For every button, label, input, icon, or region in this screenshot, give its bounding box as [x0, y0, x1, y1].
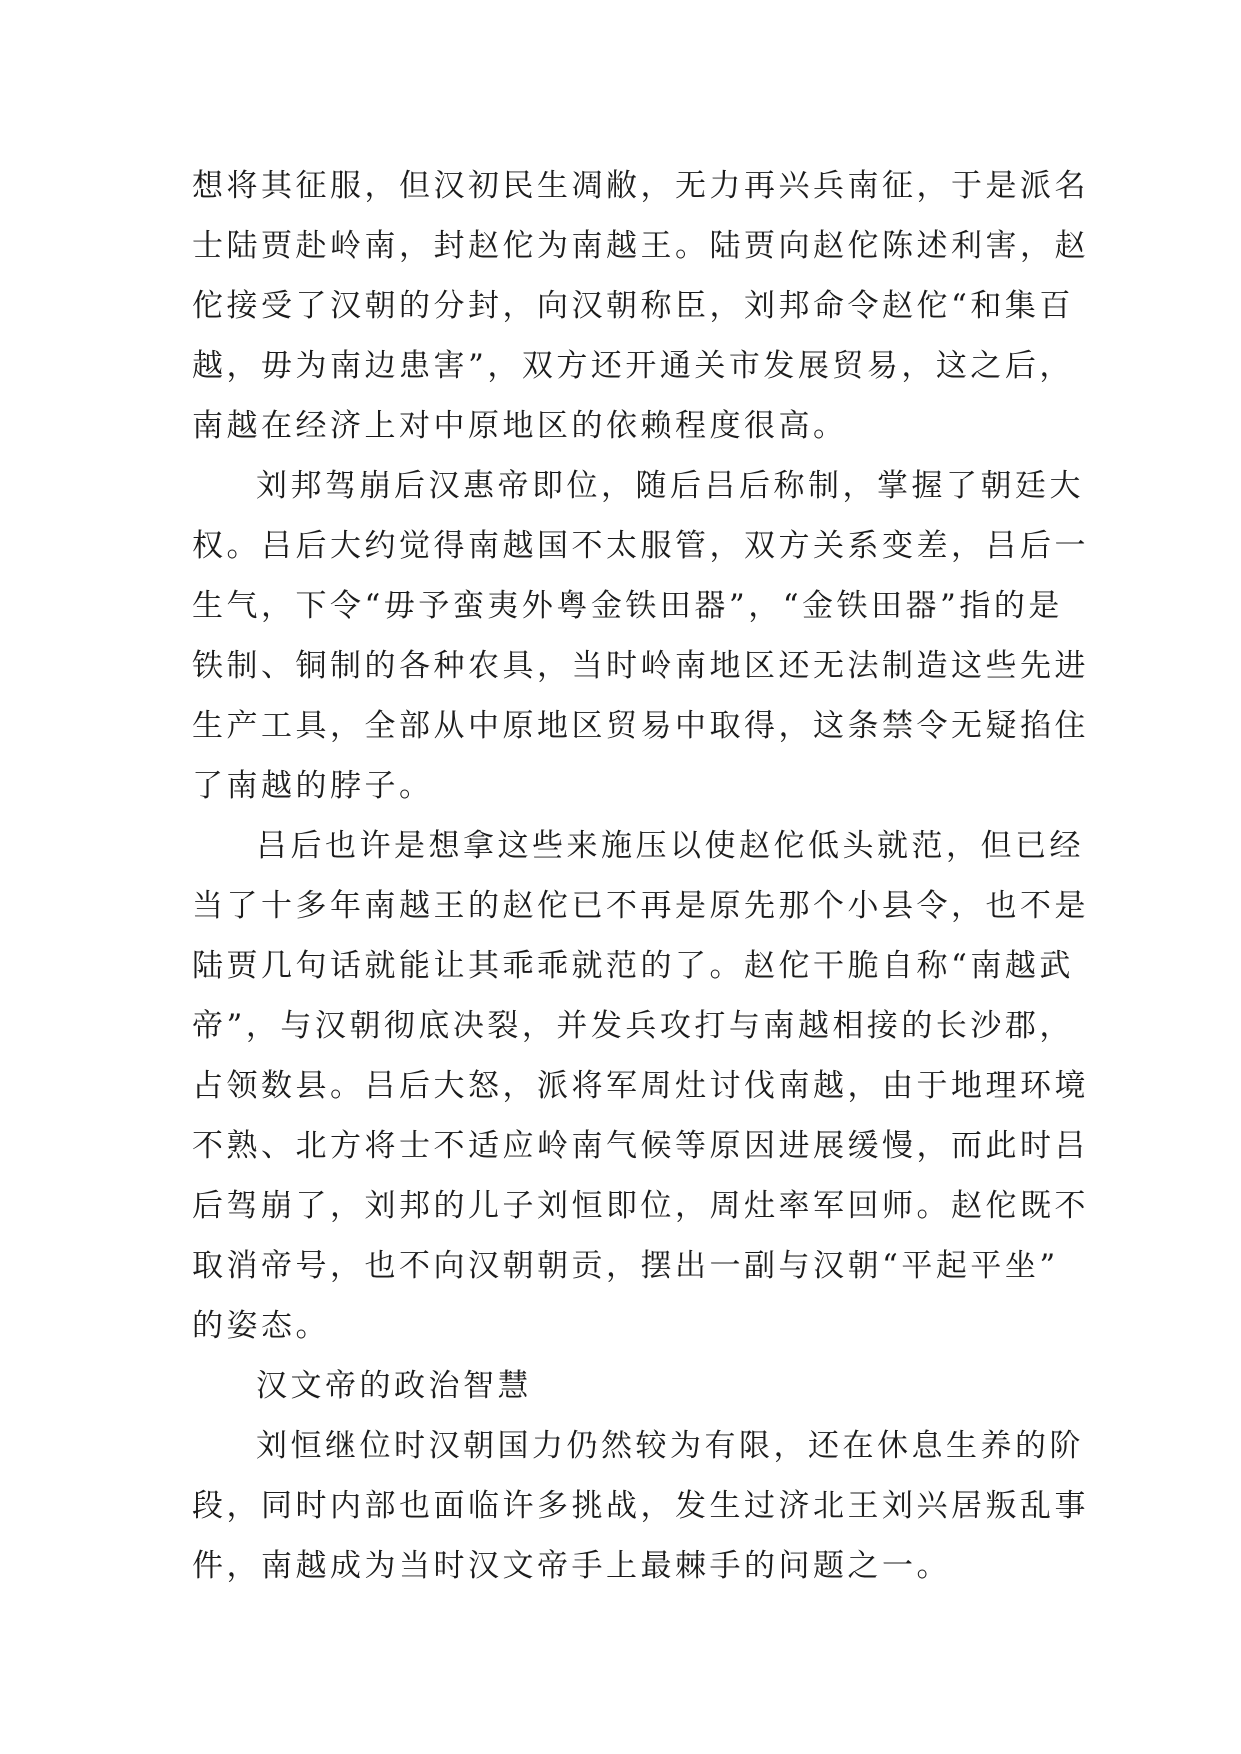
text-line: 佗接受了汉朝的分封，向汉朝称臣，刘邦命令赵佗“和集百	[192, 288, 1074, 324]
text-line: 想将其征服，但汉初民生凋敝，无力再兴兵南征，于是派名	[192, 168, 1089, 204]
text-line: 的姿态。	[192, 1308, 330, 1344]
text-line: 后驾崩了，刘邦的儿子刘恒即位，周灶率军回师。赵佗既不	[192, 1188, 1089, 1224]
text-line: 生产工具，全部从中原地区贸易中取得，这条禁令无疑掐住	[192, 708, 1089, 744]
text-line: 越，毋为南边患害”，双方还开通关市发展贸易，这之后，	[192, 348, 1074, 384]
text-line: 陆贾几句话就能让其乖乖就范的了。赵佗干脆自称“南越武	[192, 948, 1074, 984]
text-line: 刘恒继位时汉朝国力仍然较为有限，还在休息生养的阶	[256, 1428, 1084, 1464]
text-line: 南越在经济上对中原地区的依赖程度很高。	[192, 408, 848, 444]
paragraph	[192, 456, 1089, 816]
text-line: 士陆贾赴岭南，封赵佗为南越王。陆贾向赵佗陈述利害，赵	[192, 228, 1089, 264]
text-line: 刘邦驾崩后汉惠帝即位，随后吕后称制，掌握了朝廷大	[256, 468, 1084, 504]
text-line: 铁制、铜制的各种农具，当时岭南地区还无法制造这些先进	[192, 648, 1089, 684]
text-line: 取消帝号，也不向汉朝朝贡，摆出一副与汉朝“平起平坐”	[192, 1248, 1059, 1284]
paragraph-continuation	[192, 156, 1089, 456]
section-heading-text: 汉文帝的政治智慧	[256, 1368, 532, 1404]
text-line: 权。吕后大约觉得南越国不太服管，双方关系变差，吕后一	[192, 528, 1089, 564]
text-line: 帝”，与汉朝彻底决裂，并发兵攻打与南越相接的长沙郡，	[192, 1008, 1074, 1044]
text-line: 生气，下令“毋予蛮夷外粤金铁田器”，“金铁田器”指的是	[192, 588, 1063, 624]
body-text	[192, 156, 1089, 1596]
paragraph	[192, 816, 1089, 1356]
text-line: 当了十多年南越王的赵佗已不再是原先那个小县令，也不是	[192, 888, 1089, 924]
text-line: 件，南越成为当时汉文帝手上最棘手的问题之一。	[192, 1548, 951, 1584]
text-line: 不熟、北方将士不适应岭南气候等原因进展缓慢，而此时吕	[192, 1128, 1089, 1164]
text-line: 吕后也许是想拿这些来施压以使赵佗低头就范，但已经	[256, 828, 1084, 864]
text-line: 段，同时内部也面临许多挑战，发生过济北王刘兴居叛乱事	[192, 1488, 1089, 1524]
text-line: 占领数县。吕后大怒，派将军周灶讨伐南越，由于地理环境	[192, 1068, 1089, 1104]
paragraph	[192, 1416, 1089, 1596]
section-heading	[192, 1356, 1052, 1416]
text-line: 了南越的脖子。	[192, 768, 434, 804]
